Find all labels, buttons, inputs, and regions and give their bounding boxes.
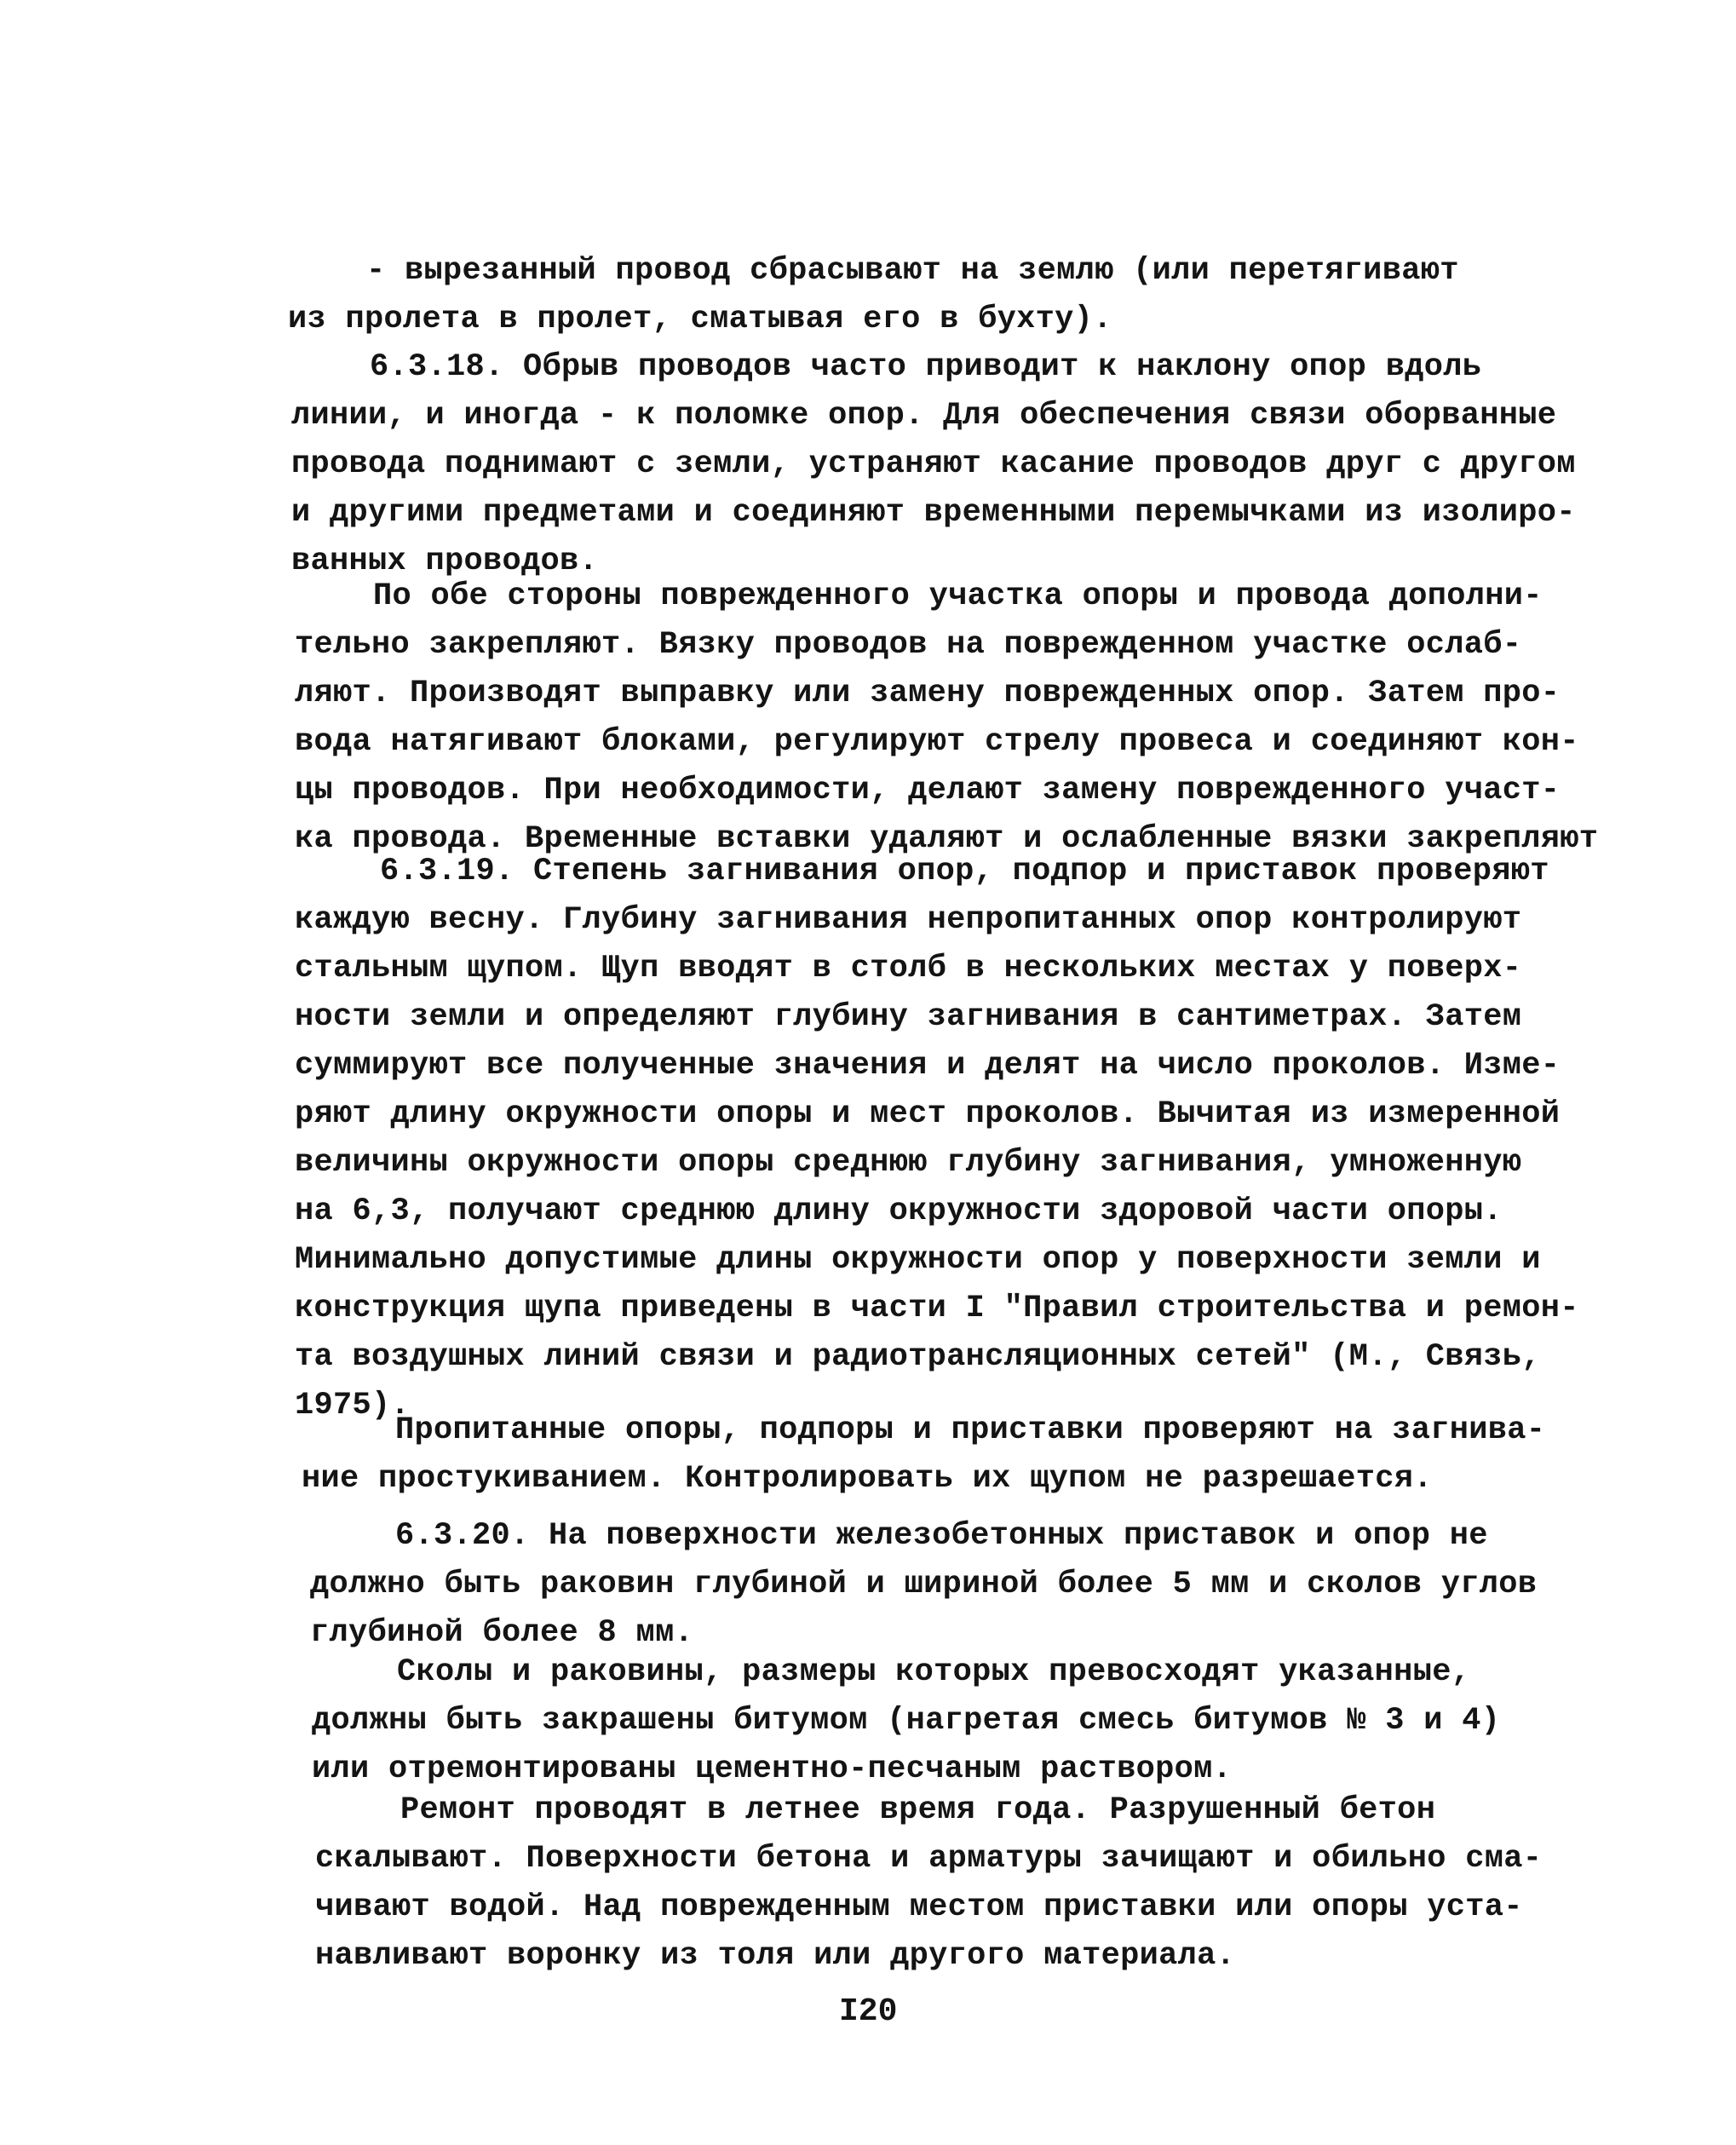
- text-line: навливают воронку из толя или другого материала.: [315, 1938, 1236, 1974]
- text-line: из пролета в пролет, сматывая его в бухту).: [288, 302, 1112, 337]
- paragraph-6-3-18: [291, 343, 1576, 586]
- text-line: - вырезанный провод сбрасывают на землю (или перетягивают: [366, 253, 1459, 289]
- text-line: Пропитанные опоры, подпоры и приставки проверяют на загнива-: [395, 1412, 1546, 1448]
- text-line: конструкция щупа приведены в части I "Правил строительства и ремон-: [295, 1291, 1579, 1326]
- text-line: ряют длину окружности опоры и мест проколов. Вычитая из измеренной: [295, 1096, 1561, 1132]
- text-line: и другими предметами и соединяют временными перемычками из изолиро-: [291, 495, 1576, 531]
- text-line: скалывают. Поверхности бетона и арматуры зачищают и обильно сма-: [315, 1841, 1543, 1877]
- text-line: ности земли и определяют глубину загнивания в сантиметрах. Затем: [295, 999, 1522, 1035]
- text-line: должны быть закрашены битумом (нагретая смесь битумов № 3 и 4): [312, 1703, 1501, 1739]
- text-line: вода натягивают блоками, регулируют стрелу провеса и соединяют кон-: [295, 724, 1579, 760]
- text-line: 1975).: [295, 1388, 411, 1423]
- text-line: ванных проводов.: [291, 543, 599, 579]
- text-line: суммируют все полученные значения и делят на число проколов. Изме-: [295, 1048, 1561, 1084]
- text-line: или отремонтированы цементно-песчаным раствором.: [312, 1751, 1233, 1787]
- paragraph-1: [288, 247, 1459, 344]
- paragraph-7: [312, 1648, 1500, 1794]
- text-line: По обе стороны поврежденного участка опоры и провода дополни-: [373, 578, 1543, 614]
- text-line: каждую весну. Глубину загнивания непропитанных опор контролируют: [295, 902, 1522, 938]
- paragraph-5: [302, 1406, 1545, 1504]
- text-line: Ремонт проводят в летнее время года. Разрушенный бетон: [400, 1792, 1436, 1828]
- text-line: ка провода. Временные вставки удаляют и ослабленные вязки закрепляют: [295, 821, 1599, 857]
- text-line: ляют. Производят выправку или замену поврежденных опор. Затем про-: [295, 676, 1561, 711]
- text-line: чивают водой. Над поврежденным местом приставки или опоры уста-: [315, 1889, 1523, 1925]
- text-line: линии, и иногда - к поломке опор. Для обеспечения связи оборванные: [291, 398, 1557, 434]
- text-line: глубиной более 8 мм.: [310, 1615, 694, 1651]
- text-line: 6.3.20. На поверхности железобетонных приставок и опор не: [395, 1518, 1488, 1554]
- text-line: стальным щупом. Щуп вводят в столб в нескольких местах у поверх-: [295, 951, 1522, 986]
- text-line: на 6,3, получают среднюю длину окружности здоровой части опоры.: [295, 1193, 1503, 1229]
- text-line: Сколы и раковины, размеры которых превосходят указанные,: [397, 1654, 1471, 1690]
- text-line: Минимально допустимые длины окружности опор у поверхности земли и: [295, 1242, 1541, 1278]
- text-line: та воздушных линий связи и радиотрансляционных сетей" (М., Связь,: [295, 1339, 1541, 1375]
- text-line: провода поднимают с земли, устраняют касание проводов друг с другом: [291, 446, 1576, 482]
- text-line: 6.3.19. Степень загнивания опор, подпор и приставок проверяют: [380, 854, 1549, 889]
- paragraph-3: [295, 572, 1598, 864]
- paragraph-6-3-20: [310, 1512, 1537, 1658]
- text-line: должно быть раковин глубиной и шириной более 5 мм и сколов углов: [310, 1567, 1538, 1602]
- text-line: величины окружности опоры среднюю глубину загнивания, умноженную: [295, 1145, 1522, 1181]
- text-line: 6.3.18. Обрыв проводов часто приводит к наклону опор вдоль: [370, 349, 1482, 385]
- text-line: тельно закрепляют. Вязку проводов на поврежденном участке ослаб-: [295, 627, 1522, 663]
- page-number: I20: [839, 1993, 898, 2030]
- paragraph-8: [315, 1786, 1542, 1981]
- paragraph-6-3-19: [295, 848, 1579, 1430]
- text-line: ние простукиванием. Контролировать их щупом не разрешается.: [302, 1461, 1433, 1497]
- text-line: цы проводов. При необходимости, делают замену поврежденного участ-: [295, 773, 1561, 808]
